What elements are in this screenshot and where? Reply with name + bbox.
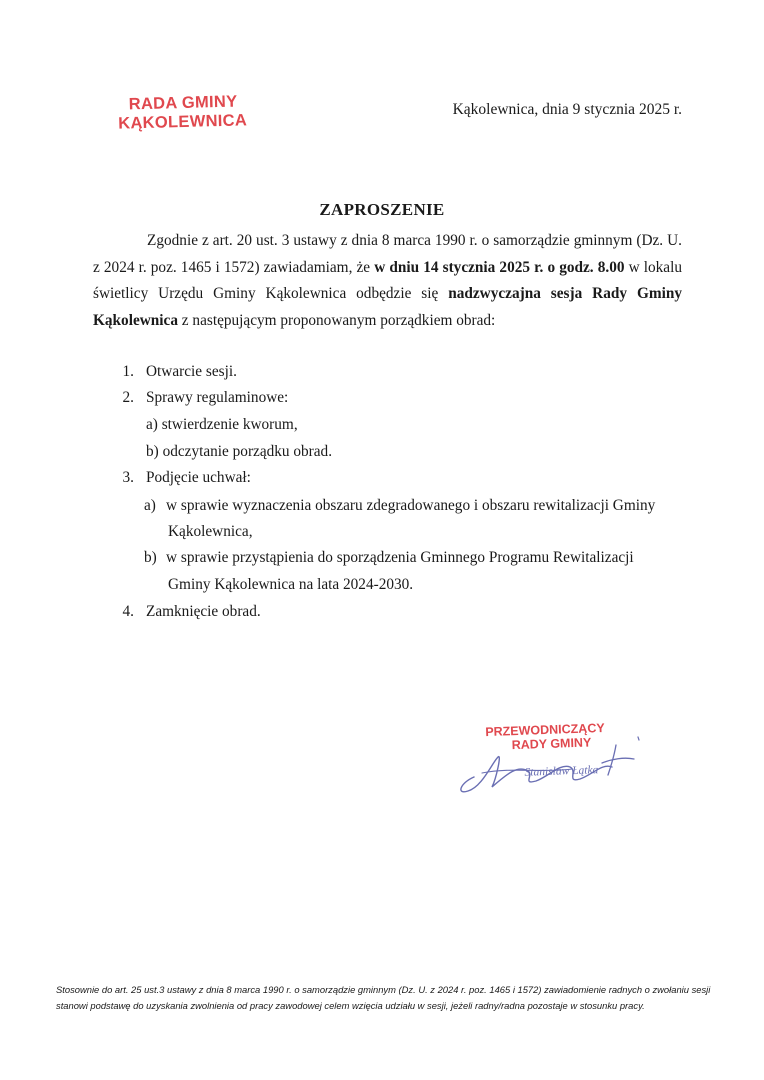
agenda-subitem-text: w sprawie przystąpienia do sporządzenia Gminnego Programu Rewitalizacji <box>166 549 634 566</box>
council-stamp-line1: RADA GMINY <box>128 92 238 114</box>
chairman-name: Stanisław Łątka <box>524 764 599 779</box>
intro-paragraph <box>93 228 682 334</box>
place-date: Kąkolewnica, dnia 9 stycznia 2025 r. <box>452 101 682 118</box>
agenda-item-number: 2. <box>122 389 134 406</box>
intro-text-1: Zgodnie z art. 20 ust. 3 ustawy z dnia 8 marca 1990 r. o samorządzie gminnym (Dz. U. z 2024 r. poz. 1465 i 1572) zawiadamiam, że <box>93 232 682 276</box>
intro-session-bold: nadzwyczajna sesja Rady Gminy Kąkolewnica <box>93 285 682 329</box>
handwritten-signature <box>452 733 652 803</box>
agenda-item-number: 3. <box>122 469 134 486</box>
agenda-subitem-text: a) stwierdzenie kworum, <box>146 416 298 433</box>
intro-text-2: w lokalu świetlicy Urzędu Gminy Kąkolewnica odbędzie się <box>93 258 682 302</box>
agenda-item-text: Sprawy regulaminowe: <box>146 389 289 406</box>
agenda-subitem-text: Gminy Kąkolewnica na lata 2024-2030. <box>168 576 414 593</box>
agenda-item-text: Podjęcie uchwał: <box>146 469 251 486</box>
intro-date-bold: w dniu 14 stycznia 2025 r. o godz. 8.00 <box>374 258 625 276</box>
intro-text-3: z następującym proponowanym porządkiem obrad: <box>177 311 496 329</box>
agenda-subitem-marker: a) <box>144 497 156 514</box>
chairman-stamp-line1: PRZEWODNICZĄCY <box>485 720 605 740</box>
council-stamp-line2: KĄKOLEWNICA <box>118 111 248 133</box>
agenda-subitem-text: w sprawie wyznaczenia obszaru zdegradowanego i obszaru rewitalizacji Gminy <box>166 497 656 514</box>
agenda-item-number: 1. <box>122 363 134 380</box>
agenda-item-text: Zamknięcie obrad. <box>146 603 261 620</box>
footnote: Stosownie do art. 25 ust.3 ustawy z dnia 8 marca 1990 r. o samorządzie gminnym (Dz. U. z 2024 r. poz. 1465 i 1572) zawiadomienie radnych o zwołaniu sesji stanowi podstawę do uzyskania zwolnienia od pracy zawodowej celem wzięcia udziału w sesji, jeżeli radny/radna pozostaje w stosunku pracy. <box>56 984 711 1011</box>
agenda-item-text: Otwarcie sesji. <box>146 363 237 380</box>
agenda-subitem-text: Kąkolewnica, <box>168 523 253 540</box>
chairman-stamp-line2: RADY GMINY <box>511 735 592 753</box>
document-title: ZAPROSZENIE <box>319 200 445 219</box>
council-stamp <box>118 92 248 133</box>
agenda-subitem-marker: b) <box>144 549 157 566</box>
agenda-item-number: 4. <box>122 603 134 620</box>
agenda-subitem-text: b) odczytanie porządku obrad. <box>146 443 333 460</box>
